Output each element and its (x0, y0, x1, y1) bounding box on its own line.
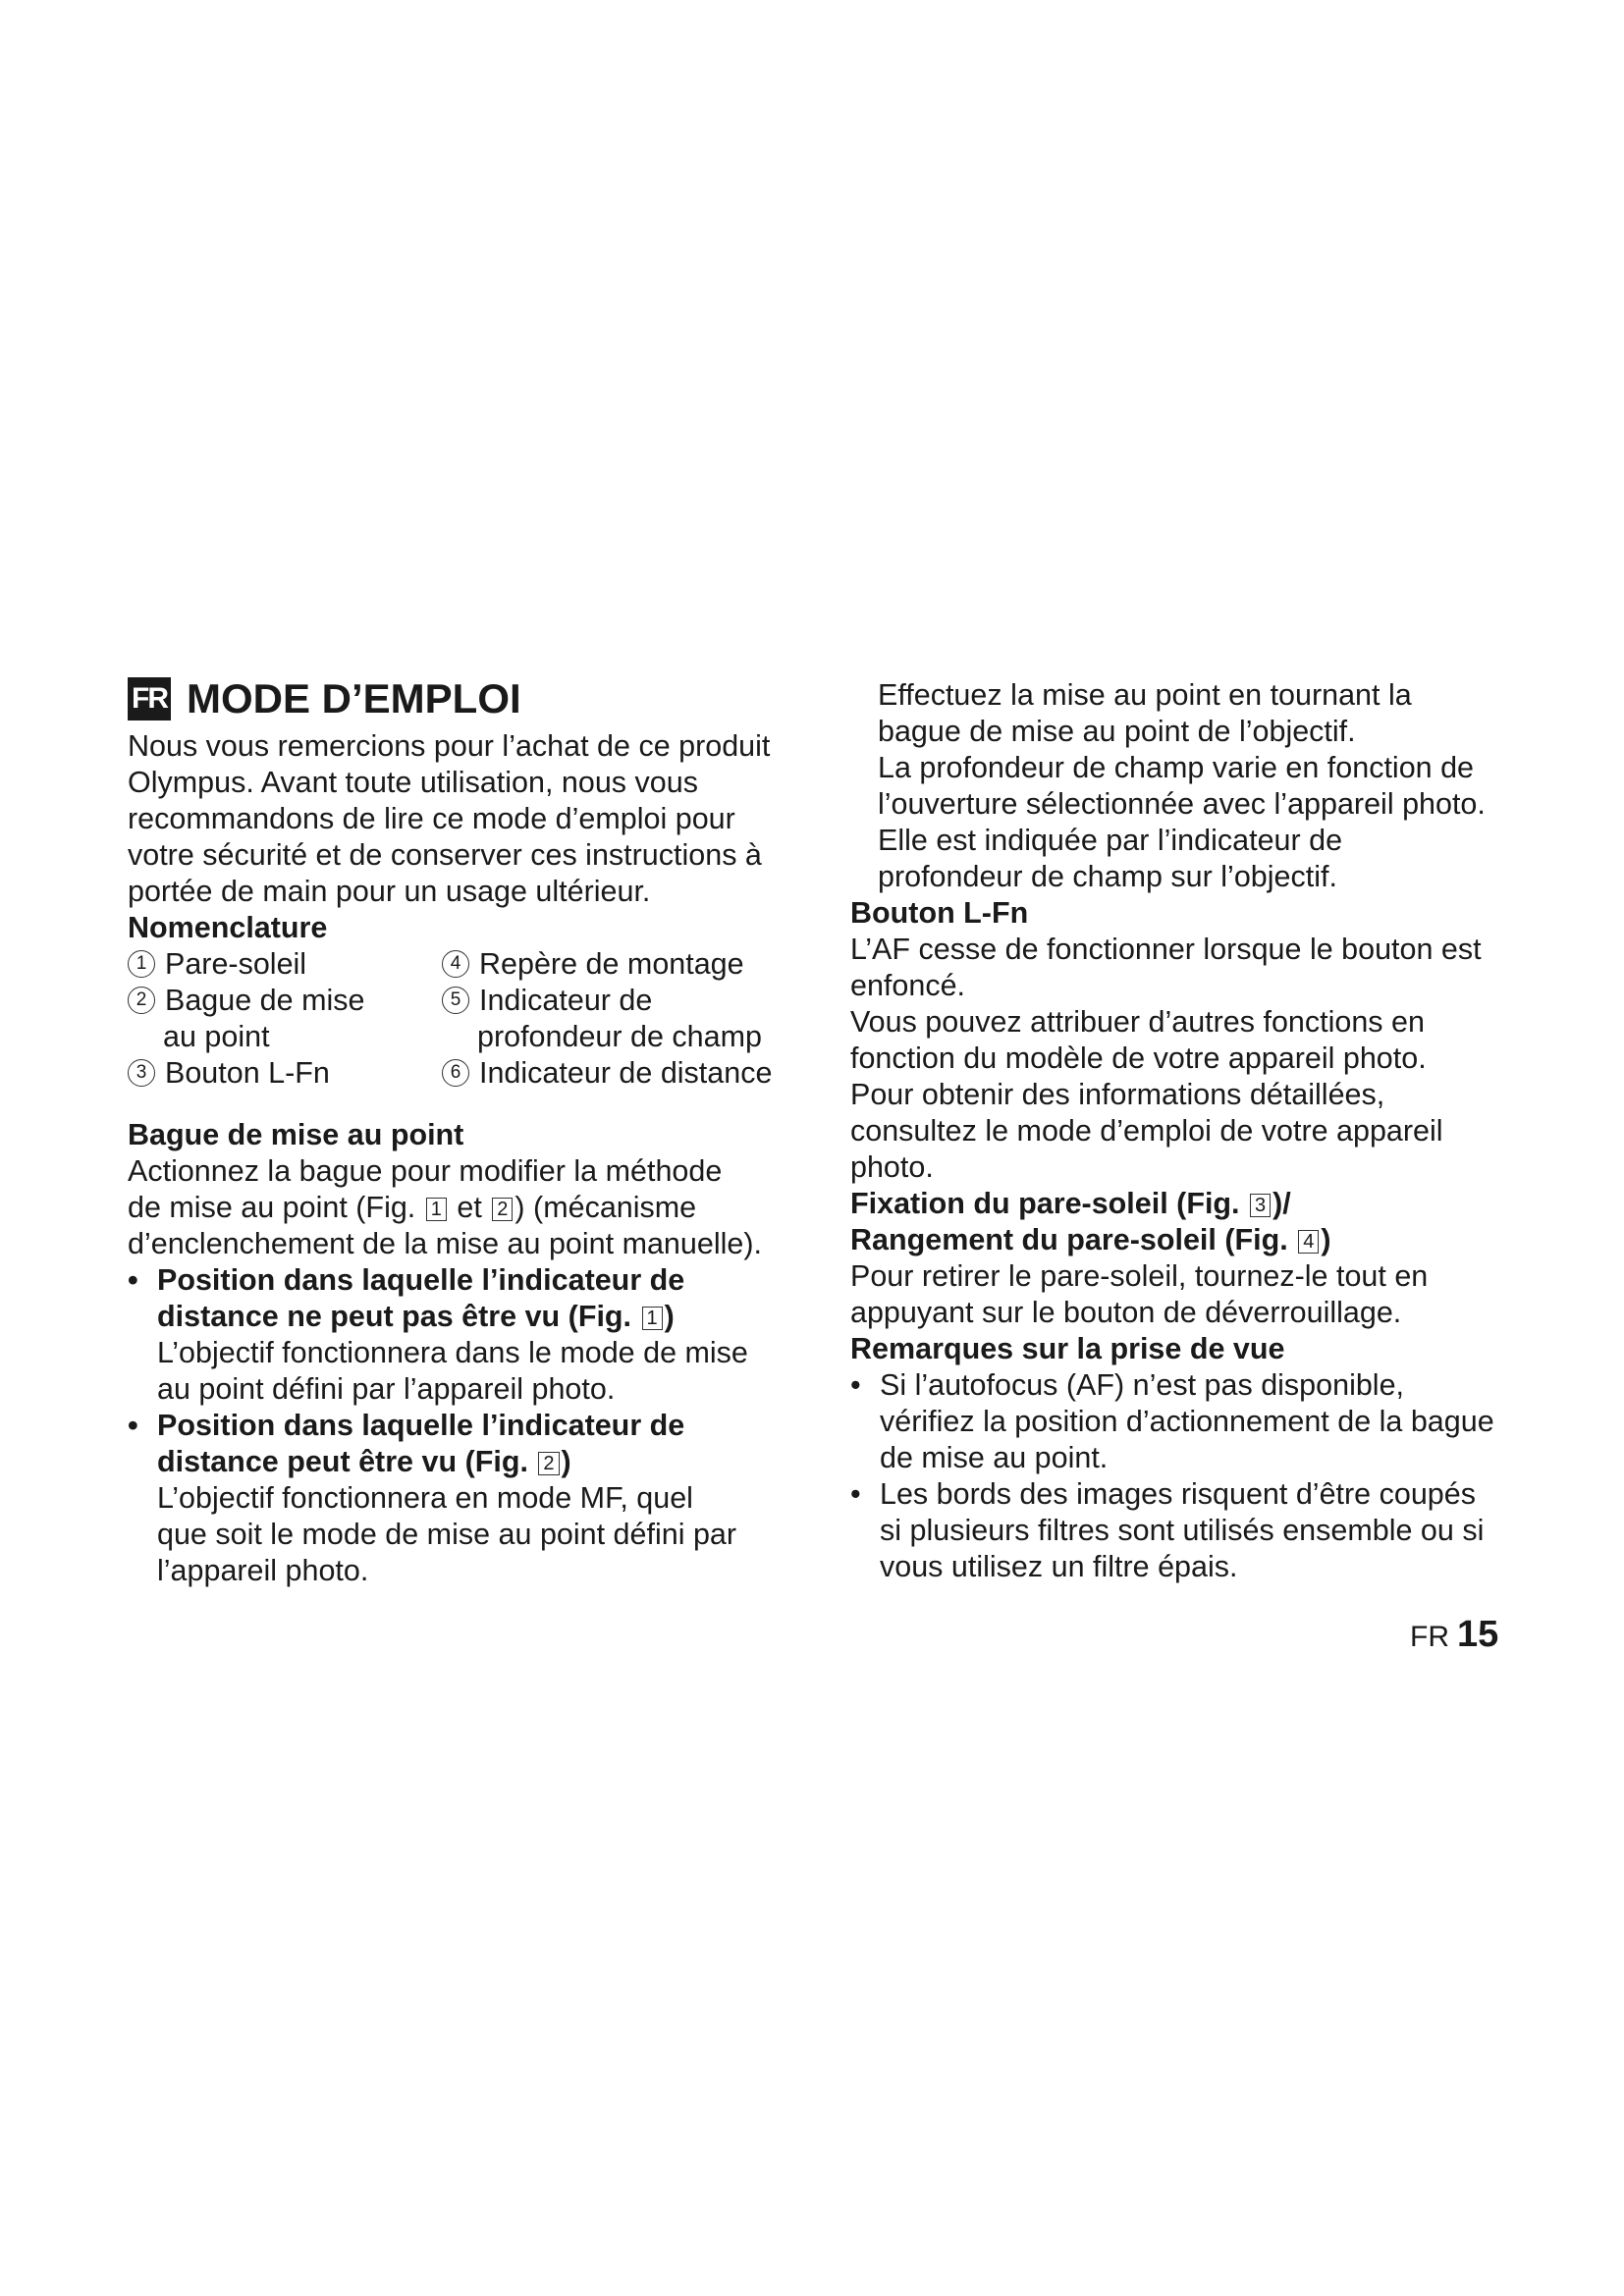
nomenclature-label: Pare-soleil (165, 947, 307, 981)
page-title: MODE D’EMPLOI (187, 675, 521, 721)
intro-line: Nous vous remercions pour l’achat de ce produit (128, 729, 771, 763)
remarks-heading: Remarques sur la prise de vue (850, 1332, 1285, 1365)
nomenclature-item (442, 983, 795, 1055)
lfn-line: Vous pouvez attribuer d’autres fonctions en (850, 1005, 1425, 1039)
list-item (128, 1408, 835, 1589)
lfn-line: enfoncé. (850, 969, 966, 1002)
intro-line: recommandons de lire ce mode d’emploi pour (128, 802, 735, 835)
text-line: bague de mise au point de l’objectif. (878, 715, 1356, 748)
title-row (128, 677, 835, 721)
text-line: La profondeur de champ varie en fonction de (878, 751, 1475, 784)
bullet-body: L’objectif fonctionnera en mode MF, quel (157, 1481, 693, 1515)
circled-number: 3 (128, 1059, 155, 1087)
focus-ring-bullets (128, 1262, 835, 1589)
lfn-line: Pour obtenir des informations détaillées, (850, 1078, 1385, 1111)
nomenclature-label: Indicateur de distance (479, 1056, 773, 1090)
bullet-body: que soit le mode de mise au point défini par (157, 1518, 737, 1551)
nomenclature-label: Bouton L-Fn (165, 1056, 330, 1090)
text-line: profondeur de champ sur l’objectif. (878, 860, 1337, 893)
bullet-dot: • (128, 1409, 138, 1442)
nomenclature-label-cont: profondeur de champ (477, 1020, 762, 1053)
remarks-list (850, 1367, 1518, 1585)
circled-number: 2 (128, 987, 155, 1014)
nomenclature-list (128, 946, 835, 1092)
hood-line: appuyant sur le bouton de déverrouillage. (850, 1296, 1402, 1329)
text-fragment: )/ (1272, 1187, 1291, 1220)
nomenclature-item (128, 983, 442, 1055)
intro-line: Olympus. Avant toute utilisation, nous vous (128, 766, 698, 799)
nomenclature-label: Repère de montage (479, 947, 744, 981)
focus-ring-line: Actionnez la bague pour modifier la méthode (128, 1154, 723, 1188)
figure-ref: 3 (1250, 1194, 1271, 1217)
text-fragment: ) (mécanisme (514, 1191, 697, 1224)
bullet-dot: • (850, 1368, 861, 1402)
bullet-body: vous utilisez un filtre épais. (880, 1550, 1238, 1583)
text-fragment: distance ne peut pas être vu (Fig. (157, 1300, 632, 1333)
list-item (128, 1262, 835, 1408)
focus-ring-line: d’enclenchement de la mise au point manuelle). (128, 1227, 762, 1260)
nomenclature-heading: Nomenclature (128, 911, 328, 944)
text-fragment: et (457, 1191, 482, 1224)
page-number-value: 15 (1457, 1614, 1499, 1655)
nomenclature-item (128, 1055, 442, 1092)
circled-number: 4 (442, 950, 469, 978)
text-line: Effectuez la mise au point en tournant la (878, 678, 1412, 712)
circled-number: 6 (442, 1059, 469, 1087)
text-fragment: Rangement du pare-soleil (Fig. (850, 1223, 1288, 1256)
bullet-dot: • (128, 1263, 138, 1297)
intro-line: portée de main pour un usage ultérieur. (128, 875, 651, 908)
figure-ref: 1 (426, 1198, 447, 1221)
text-fragment: ) (561, 1445, 571, 1478)
circled-number: 5 (442, 987, 469, 1014)
lfn-line: photo. (850, 1150, 934, 1184)
text-fragment: ) (1321, 1223, 1331, 1256)
text-line: l’ouverture sélectionnée avec l’appareil photo. (878, 787, 1486, 821)
bullet-heading: Position dans laquelle l’indicateur de (157, 1409, 685, 1442)
intro-paragraph (128, 728, 835, 910)
lfn-heading: Bouton L-Fn (850, 896, 1029, 930)
left-column (128, 677, 835, 1589)
language-badge: FR (128, 677, 171, 721)
figure-ref: 1 (642, 1307, 663, 1330)
list-item (850, 1367, 1518, 1476)
hood-heading (850, 1186, 1518, 1222)
figure-ref: 2 (538, 1452, 559, 1475)
nomenclature-item (442, 946, 795, 983)
nomenclature-item (442, 1055, 795, 1092)
text-line: Elle est indiquée par l’indicateur de (878, 824, 1343, 857)
bullet-body: Si l’autofocus (AF) n’est pas disponible, (880, 1368, 1405, 1402)
bullet-body: vérifiez la position d’actionnement de la bague (880, 1405, 1494, 1438)
bullet-body: Les bords des images risquent d’être coupés (880, 1477, 1476, 1511)
hood-line: Pour retirer le pare-soleil, tournez-le tout en (850, 1259, 1429, 1293)
bullet-heading (157, 1444, 835, 1480)
list-item (850, 1476, 1518, 1585)
circled-number: 1 (128, 950, 155, 978)
intro-line: votre sécurité et de conserver ces instructions à (128, 838, 762, 872)
hood-heading (850, 1222, 1518, 1258)
lfn-line: fonction du modèle de votre appareil photo. (850, 1041, 1427, 1075)
nomenclature-item (128, 946, 442, 983)
focus-ring-heading: Bague de mise au point (128, 1118, 464, 1151)
text-fragment: de mise au point (Fig. (128, 1191, 416, 1224)
lfn-line: consultez le mode d’emploi de votre appareil (850, 1114, 1443, 1148)
bullet-body: au point défini par l’appareil photo. (157, 1372, 616, 1406)
bullet-body: si plusieurs filtres sont utilisés ensemble ou si (880, 1514, 1485, 1547)
bullet-heading (157, 1299, 835, 1335)
nomenclature-label: Bague de mise (165, 984, 365, 1017)
nomenclature-label: Indicateur de (479, 984, 653, 1017)
bullet-heading: Position dans laquelle l’indicateur de (157, 1263, 685, 1297)
text-fragment: ) (664, 1300, 675, 1333)
page-number (1410, 1614, 1498, 1656)
text-fragment: distance peut être vu (Fig. (157, 1445, 528, 1478)
text-fragment: Fixation du pare-soleil (Fig. (850, 1187, 1240, 1220)
nomenclature-label-cont: au point (163, 1020, 270, 1053)
bullet-dot: • (850, 1477, 861, 1511)
right-column (850, 677, 1518, 1585)
figure-ref: 4 (1298, 1230, 1319, 1254)
focus-ring-line (128, 1190, 835, 1226)
bullet-body: de mise au point. (880, 1441, 1109, 1474)
bullet-body: L’objectif fonctionnera dans le mode de mise (157, 1336, 748, 1369)
lfn-line: L’AF cesse de fonctionner lorsque le bouton est (850, 933, 1482, 966)
footer-lang: FR (1410, 1621, 1449, 1653)
bullet-body: l’appareil photo. (157, 1554, 369, 1587)
focus-description (850, 677, 1518, 895)
figure-ref: 2 (492, 1198, 513, 1221)
